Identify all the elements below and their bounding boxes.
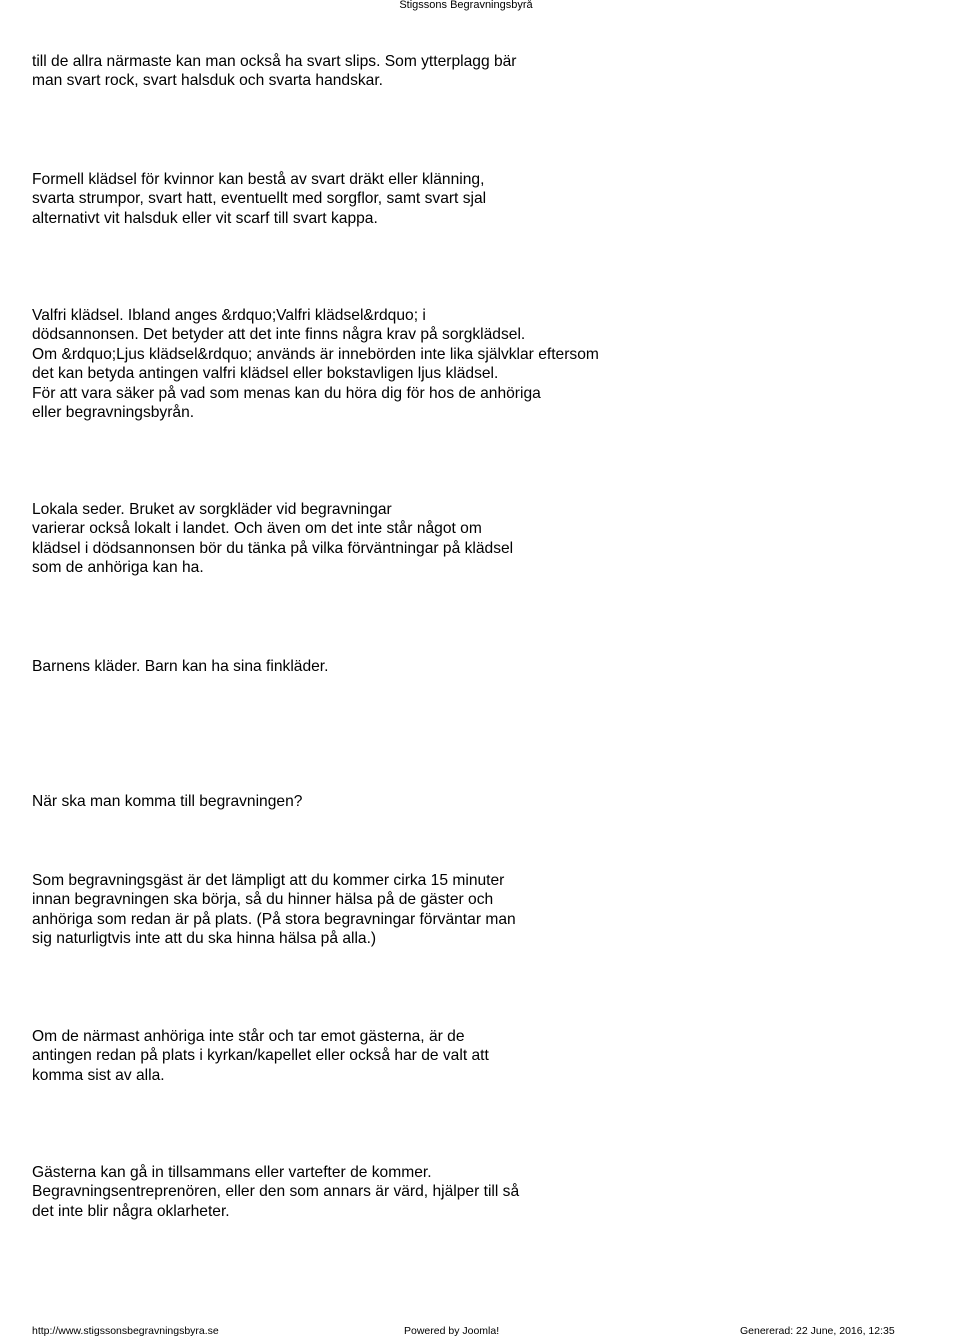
paragraph-childrens-clothes: Barnens kläder. Barn kan ha sina finkläder. <box>32 658 329 675</box>
paragraph-mens-attire: till de allra närmaste kan man också ha svart slips. Som ytterplagg bär man svart rock, svart halsduk och svarta handskar. <box>32 53 517 90</box>
paragraph-local-customs: Lokala seder. Bruket av sorgkläder vid begravningar varierar också lokalt i landet. Och även om det inte står något om klädsel i dödsannonsen bör du tänka på vilka förväntningar på klädsel som de anhöriga kan ha. <box>32 501 514 577</box>
paragraph-when-to-arrive-heading: När ska man komma till begravningen? <box>32 793 303 810</box>
page-header <box>0 0 960 11</box>
paragraph-guests-entry: Gästerna kan gå in tillsammans eller vartefter de kommer. Begravningsentreprenören, eller den som annars är värd, hjälper till så det inte blir några oklarheter. <box>32 1164 520 1220</box>
paragraph-arrival-time: Som begravningsgäst är det lämpligt att du kommer cirka 15 minuter innan begravningen ska börja, så du hinner hälsa på de gäster och anhöriga som redan är på plats. (På stora begravningar förväntar man sig naturligtvis inte att du ska hinna hälsa på alla.) <box>32 872 516 948</box>
footer-generated-date: Genererad: 22 June, 2016, 12:35 <box>740 1325 895 1337</box>
site-name: Stigssons Begravningsbyrå <box>399 0 533 11</box>
paragraph-close-relatives: Om de närmast anhöriga inte står och tar emot gästerna, är de antingen redan på plats i kyrkan/kapellet eller också har de valt att komma sist av alla. <box>32 1028 489 1084</box>
footer-powered-by: Powered by Joomla! <box>404 1325 500 1337</box>
paragraph-womens-attire: Formell klädsel för kvinnor kan bestå av svart dräkt eller klänning, svarta strumpor, svart hatt, eventuellt med sorgflor, samt svart sjal alternativt vit halsduk eller vit scarf till svart kappa. <box>32 171 487 227</box>
paragraph-optional-attire: Valfri klädsel. Ibland anges &rdquo;Valfri klädsel&rdquo; i dödsannonsen. Det betyder att det inte finns några krav på sorgklädsel. Om &rdquo;Ljus klädsel&rdquo; används är innebörden inte lika självklar eftersom det kan betyda antingen valfri klädsel eller bokstavligen ljus klädsel. För att vara säker på vad som menas kan du höra dig för hos de anhöriga eller begravningsbyrån. <box>32 307 599 422</box>
footer-site-url[interactable]: http://www.stigssonsbegravningsbyra.se <box>32 1325 219 1337</box>
